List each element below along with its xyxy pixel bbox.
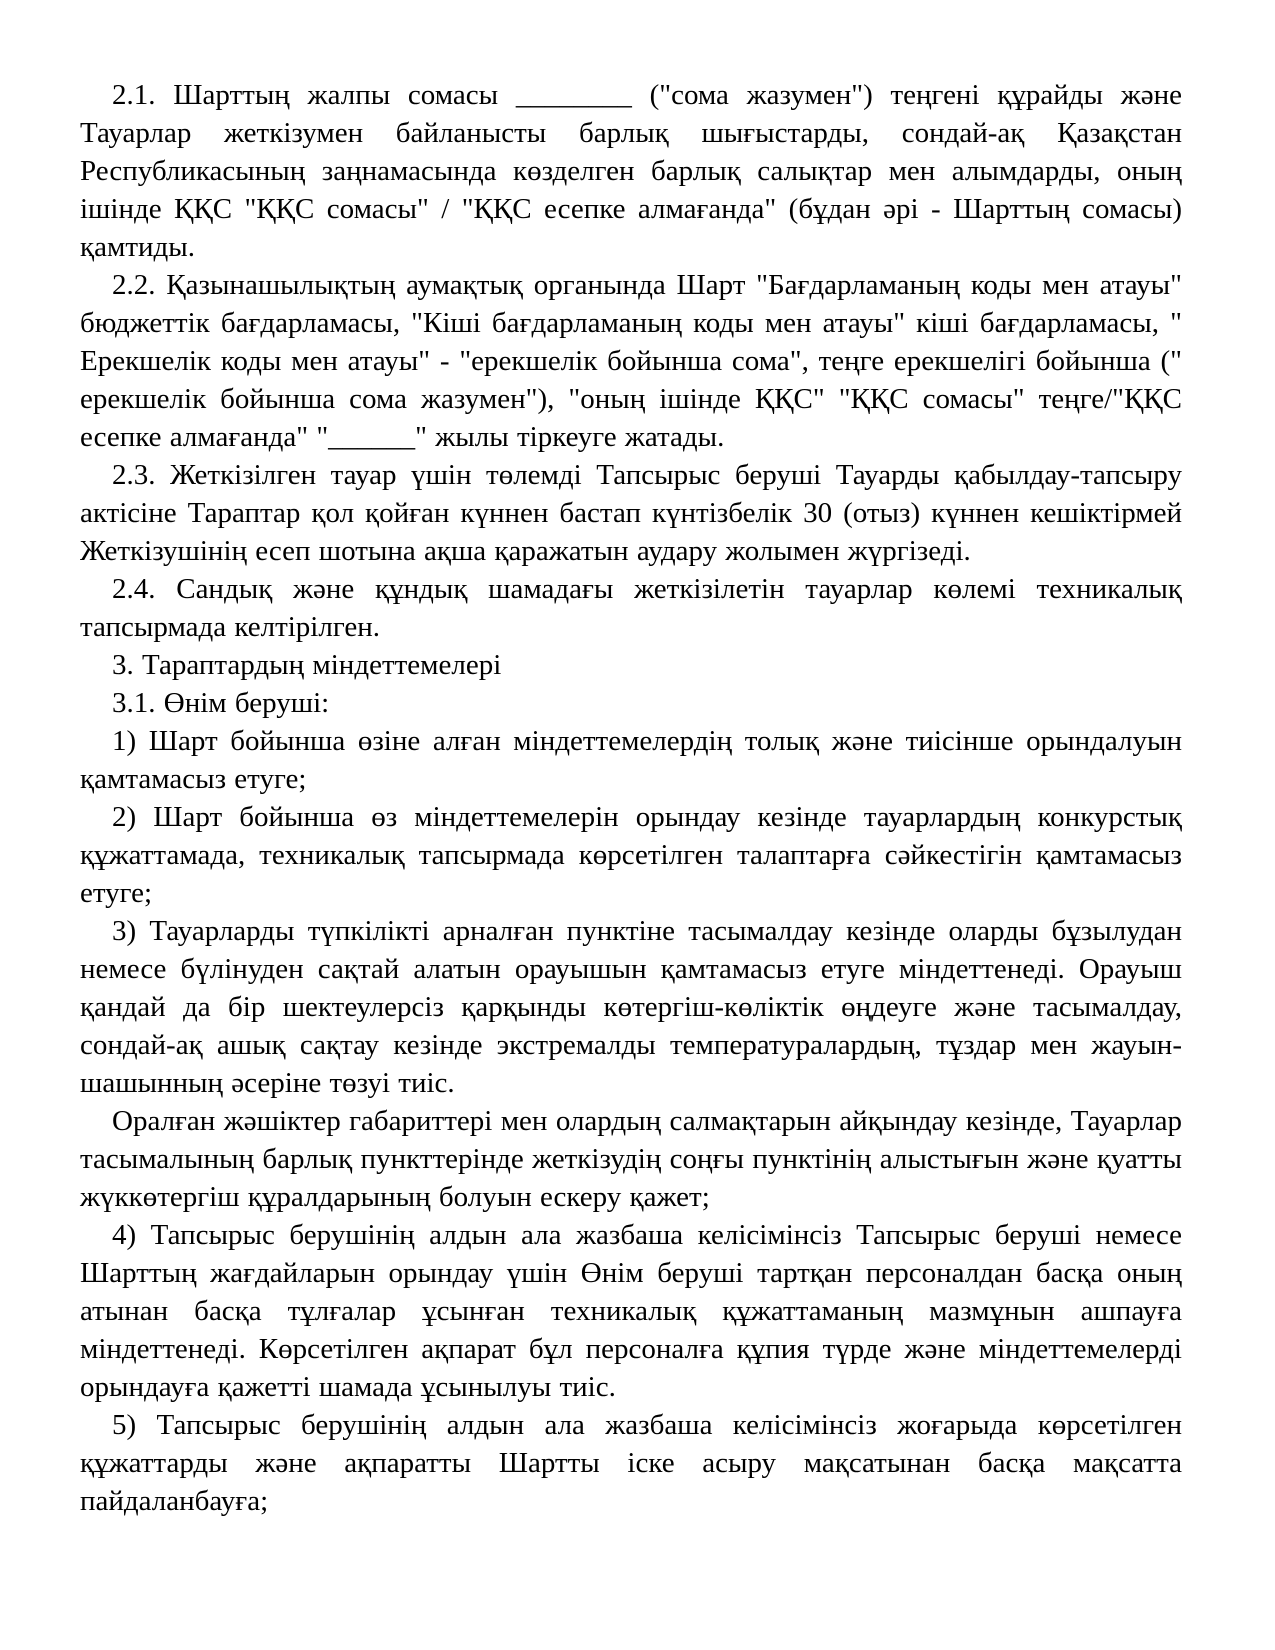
- obligation-item-1: 1) Шарт бойынша өзіне алған міндеттемелердің толық және тиісінше орындалуын қамтамасыз етуге;: [80, 725, 1182, 795]
- section-heading-3: 3. Тараптардың міндеттемелері: [112, 649, 502, 681]
- paragraph-2-1: 2.1. Шарттың жалпы сомасы ________ ("сома жазумен") теңгені құрайды және Тауарлар жеткізумен байланысты барлық шығыстарды, сондай-ақ Қазақстан Республикасының заңнамасында көзделген барлық салықтар мен алымдарды, оның ішінде ҚҚС "ҚҚС сомасы" / "ҚҚС есепке алмағанда" (бұдан әрі - Шарттың сомасы) қамтиды.: [80, 79, 1182, 263]
- obligation-item-5: 5) Тапсырыс берушінің алдын ала жазбаша келісімінсіз жоғарыда көрсетілген құжаттарды және ақпаратты Шартты іске асыру мақсатынан басқа мақсатта пайдаланбауға;: [80, 1409, 1182, 1517]
- obligation-item-4: 4) Тапсырыс берушінің алдын ала жазбаша келісімінсіз Тапсырыс беруші немесе Шарттың жағдайларын орындау үшін Өнім беруші тартқан персоналдан басқа оның атынан басқа тұлғалар ұсынған техникалық құжаттаманың мазмұнын ашпауға міндеттенеді. Көрсетілген ақпарат бұл персоналға құпия түрде және міндеттемелерді орындауға қажетті шамада ұсынылуы тиіс.: [80, 1219, 1182, 1403]
- paragraph-2-3: 2.3. Жеткізілген тауар үшін төлемді Тапсырыс беруші Тауарды қабылдау-тапсыру актісіне Тараптар қол қойған күннен бастап күнтізбелік 30 (отыз) күннен кешіктірмей Жеткізушінің есеп шотына ақша қаражатын аудару жолымен жүргізеді.: [80, 459, 1182, 567]
- obligation-item-2: 2) Шарт бойынша өз міндеттемелерін орындау кезінде тауарлардың конкурстық құжаттамада, техникалық тапсырмада көрсетілген талаптарға сәйкестігін қамтамасыз етуге;: [80, 801, 1182, 909]
- subsection-heading-3-1: 3.1. Өнім беруші:: [112, 687, 330, 719]
- packing-note-paragraph: Оралған жәшіктер габариттері мен олардың салмақтарын айқындау кезінде, Тауарлар тасымалының барлық пункттерінде жеткізудің соңғы пунктінің алыстығын және қуатты жүккөтергіш құралдарының болуын ескеру қажет;: [80, 1105, 1182, 1213]
- paragraph-2-2: 2.2. Қазынашылықтың аумақтық органында Шарт "Бағдарламаның коды мен атауы" бюджеттік бағдарламасы, "Кіші бағдарламаның коды мен атауы" кіші бағдарламасы, " Ерекшелік коды мен атауы" - "ерекшелік бойынша сома", теңге ерекшелігі бойынша (" ерекшелік бойынша сома жазумен"), "оның ішінде ҚҚС" "ҚҚС сомасы" теңге/"ҚҚС есепке алмағанда" "______" жылы тіркеуге жатады.: [80, 269, 1182, 453]
- obligation-item-3: 3) Тауарларды түпкілікті арналған пунктіне тасымалдау кезінде оларды бұзылудан немесе бүлінуден сақтай алатын орауышын қамтамасыз етуге міндеттенеді. Орауыш қандай да бір шектеулерсіз қарқынды көтергіш-көліктік өңдеуге және тасымалдау, сондай-ақ ашық сақтау кезінде экстремалды температуралардың, тұздар мен жауын-шашынның әсеріне төзуі тиіс.: [80, 915, 1182, 1099]
- paragraph-2-4: 2.4. Сандық және құндық шамадағы жеткізілетін тауарлар көлемі техникалық тапсырмада келтірілген.: [80, 573, 1182, 643]
